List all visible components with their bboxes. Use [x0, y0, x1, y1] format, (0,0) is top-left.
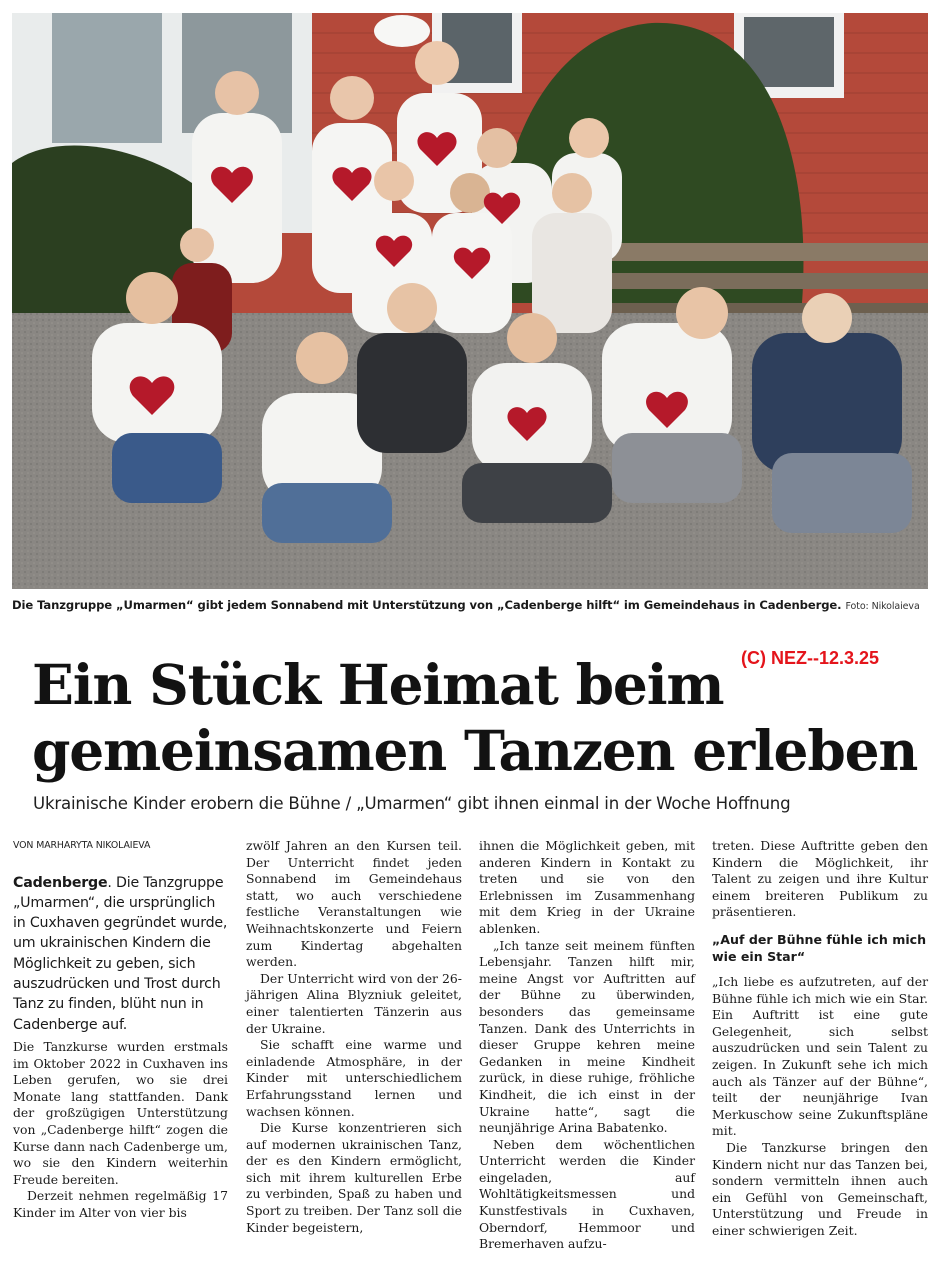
paragraph: treten. Diese Auftritte geben den Kindern die Möglichkeit, ihr Talent zu zeigen und ihre Kultur einem breiteren Publikum zu präsentieren.: [712, 838, 928, 920]
article-column-4: [712, 838, 928, 1239]
copyright-note: (C) NEZ--12.3.25: [741, 648, 880, 668]
paragraph: Derzeit nehmen regelmäßig 17 Kinder im Alter von vier bis: [13, 1188, 228, 1220]
article-column-2: [246, 838, 462, 1236]
dateline-place: Cadenberge: [13, 874, 108, 891]
paragraph: Der Unterricht wird von der 26-jährigen Alina Blyzniuk geleitet, einer talentierten Tänzerin aus der Ukraine.: [246, 970, 462, 1036]
photo-caption: [12, 598, 928, 612]
paragraph: „Ich tanze seit meinem fünften Lebensjahr. Tanzen hilft mir, meine Angst vor Auftritten auf der Bühne zu überwinden, besonders das gemeinsame Tanzen. Dank des Unterrichts in dieser Gruppe kehren meine Gedanken in meine Kindheit zurück, in diese ruhige, fröhliche Kindheit, die ich einst in der Ukraine hatte“, sagt die neunjährige Arina Babatenko.: [479, 937, 695, 1136]
subheadline: Ukrainische Kinder erobern die Bühne / „Umarmen“ gibt ihnen einmal in der Woche Hoffnung: [33, 794, 791, 813]
lead-paragraph: [13, 873, 228, 1035]
lead-text: . Die Tanzgruppe „Umarmen“, die ursprünglich in Cuxhaven gegründet wurde, um ukrainischen Kindern die Möglichkeit zu geben, sich auszudrücken und Trost durch Tanz zu finden, blüht nun in Cadenberge auf.: [13, 874, 228, 1033]
paragraph: „Ich liebe es aufzutreten, auf der Bühne fühle ich mich wie ein Star. Ein Auftritt ist eine gute Gelegenheit, sich selbst auszudrücken und sein Talent zu zeigen. In Zukunft sehe ich mich auch als Tänzer auf der Bühne“, teilt der neunjährige Ivan Merkuschow seine Zukunftspläne mit.: [712, 973, 928, 1139]
paragraph: ihnen die Möglichkeit geben, mit anderen Kindern in Kontakt zu treten und sie von den Erlebnissen im Zusammenhang mit dem Krieg in der Ukraine ablenken.: [479, 838, 695, 936]
section-subtitle: „Auf der Bühne fühle ich mich wie ein Star“: [712, 931, 927, 964]
group-photo: [12, 13, 928, 589]
photo-credit: Foto: Nikolaieva: [845, 601, 920, 612]
headline-line-2: gemeinsamen Tanzen erleben: [32, 718, 918, 783]
article-column-1: [13, 838, 228, 1222]
paragraph: Die Kurse konzentrieren sich auf modernen ukrainischen Tanz, der es den Kindern ermöglicht, sich mit ihrem kulturellen Erbe zu verbinden, Spaß zu haben und Sport zu treiben. Der Tanz soll die Kinder begeistern,: [246, 1120, 462, 1235]
headline-line-1: Ein Stück Heimat beim: [32, 652, 724, 717]
article-column-3: [479, 838, 695, 1253]
paragraph: Sie schafft eine warme und einladende Atmosphäre, in der Kinder mit unterschiedlichem Erfahrungsstand lernen und wachsen können.: [246, 1037, 462, 1119]
caption-text: Die Tanzgruppe „Umarmen“ gibt jedem Sonnabend mit Unterstützung von „Cadenberge hilft“ im Gemeindehaus in Cadenberge.: [12, 598, 842, 612]
headline: [32, 652, 932, 784]
photo-illustration: [12, 13, 928, 589]
byline: VON MARHARYTA NIKOLAIEVA: [13, 840, 151, 851]
paragraph: zwölf Jahren an den Kursen teil. Der Unterricht findet jeden Sonnabend im Gemeindehaus statt, wo auch verschiedene festliche Veranstaltungen wie Weihnachtskonzerte und Feiern zum Kindertag abgehalten werden.: [246, 838, 462, 970]
paragraph: Die Tanzkurse bringen den Kindern nicht nur das Tanzen bei, sondern vermitteln ihnen auch ein Gefühl von Gemeinschaft, Unterstützung und Freude in einer schwierigen Zeit.: [712, 1139, 928, 1238]
paragraph: Die Tanzkurse wurden erstmals im Oktober 2022 in Cuxhaven ins Leben gerufen, wo sie drei Monate lang stattfanden. Dank der großzügigen Unterstützung von „Cadenberge hilft“ zogen die Kurse dann nach Cadenberge um, wo sie den Kindern weiterhin Freude bereiten.: [13, 1038, 228, 1187]
paragraph: Neben dem wöchentlichen Unterricht werden die Kinder eingeladen, auf Wohltätigkeitsmessen und Kunstfestivals in Cuxhaven, Oberndorf, Hemmoor und Bremerhaven aufzu-: [479, 1136, 695, 1252]
